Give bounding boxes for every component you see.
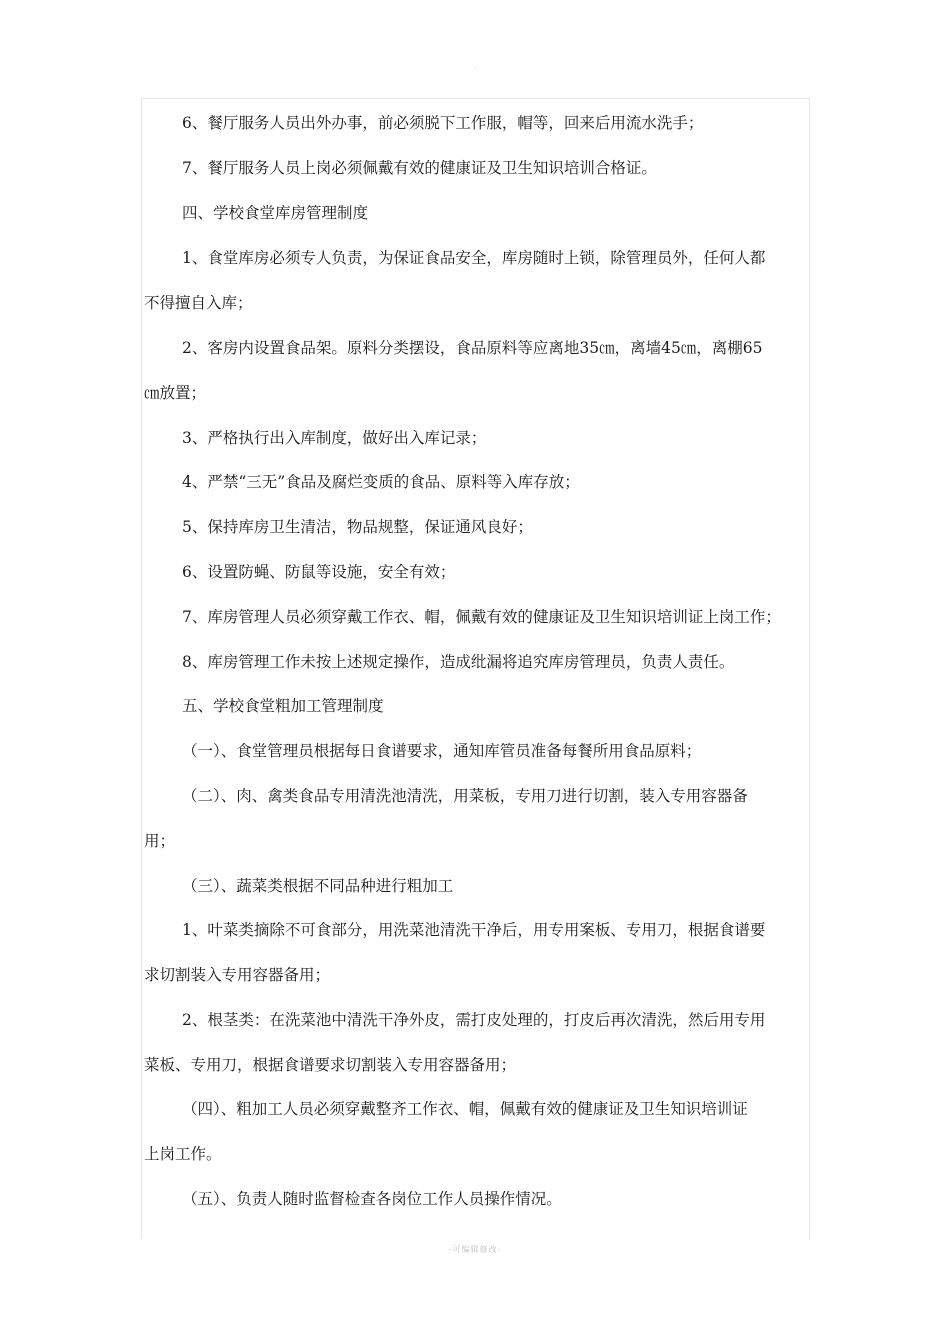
paragraph-line: 菜板、专用刀，根据食谱要求切割装入专用容器备用； [144,1056,517,1074]
footer-mark: -可编辑修改- [448,1245,502,1254]
paragraph-line: ㎝放置； [144,384,207,402]
paragraph-line: （三）、蔬菜类根据不同品种进行粗加工 [182,877,454,895]
paragraph-line: 2、根茎类：在洗菜池中清洗干净外皮，需打皮处理的，打皮后再次清洗，然后用专用 [182,1011,766,1029]
paragraph-line: （一）、食堂管理员根据每日食谱要求，通知库管员准备每餐所用食品原料； [182,742,702,760]
paragraph-line: 求切割装入专用容器备用； [144,966,331,984]
paragraph-line: （二）、肉、禽类食品专用清洗池清洗，用菜板，专用刀进行切割，装入专用容器备 [182,787,748,805]
paragraph-line: 1、叶菜类摘除不可食部分，用洗菜池清洗干净后，用专用案板、专用刀，根据食谱要 [182,921,766,939]
paragraph-line: 2、客房内设置食品架。原料分类摆设，食品原料等应离地35㎝，离墙45㎝，离棚65 [182,339,763,357]
paragraph-line: 4、严禁“三无”食品及腐烂变质的食品、原料等入库存放； [182,473,580,491]
paragraph-line: 3、严格执行出入库制度，做好出入库记录； [182,429,487,447]
paragraph-line: 1、食堂库房必须专人负责，为保证食品安全，库房随时上锁，除管理员外，任何人都 [182,249,766,267]
paragraph-line: 8、库房管理工作未按上述规定操作，造成纰漏将追究库房管理员，负责人责任。 [182,653,735,671]
section-heading: 四、学校食堂库房管理制度 [182,204,369,222]
paragraph-line: 7、餐厅服务人员上岗必须佩戴有效的健康证及卫生知识培训合格证。 [182,159,657,177]
paragraph-line: （四）、粗加工人员必须穿戴整齐工作衣、帽，佩戴有效的健康证及卫生知识培训证 [182,1100,748,1118]
paragraph-line: 上岗工作。 [144,1145,222,1163]
paragraph-line: 不得擅自入库； [144,294,253,312]
paragraph-line: 6、餐厅服务人员出外办事，前必须脱下工作服，帽等，回来后用流水洗手； [182,114,704,132]
section-heading: 五、学校食堂粗加工管理制度 [182,697,384,715]
paragraph-line: 6、设置防蝇、防鼠等设施，安全有效； [182,563,456,581]
paragraph-line: 5、保持库房卫生清洁，物品规整，保证通风良好； [182,518,533,536]
paragraph-line: 用； [144,832,176,850]
paragraph-line: 7、库房管理人员必须穿戴工作衣、帽，佩戴有效的健康证及卫生知识培训证上岗工作； [182,608,781,626]
header-mark: . [473,62,477,70]
paragraph-line: （五）、负责人随时监督检查各岗位工作人员操作情况。 [182,1190,562,1208]
